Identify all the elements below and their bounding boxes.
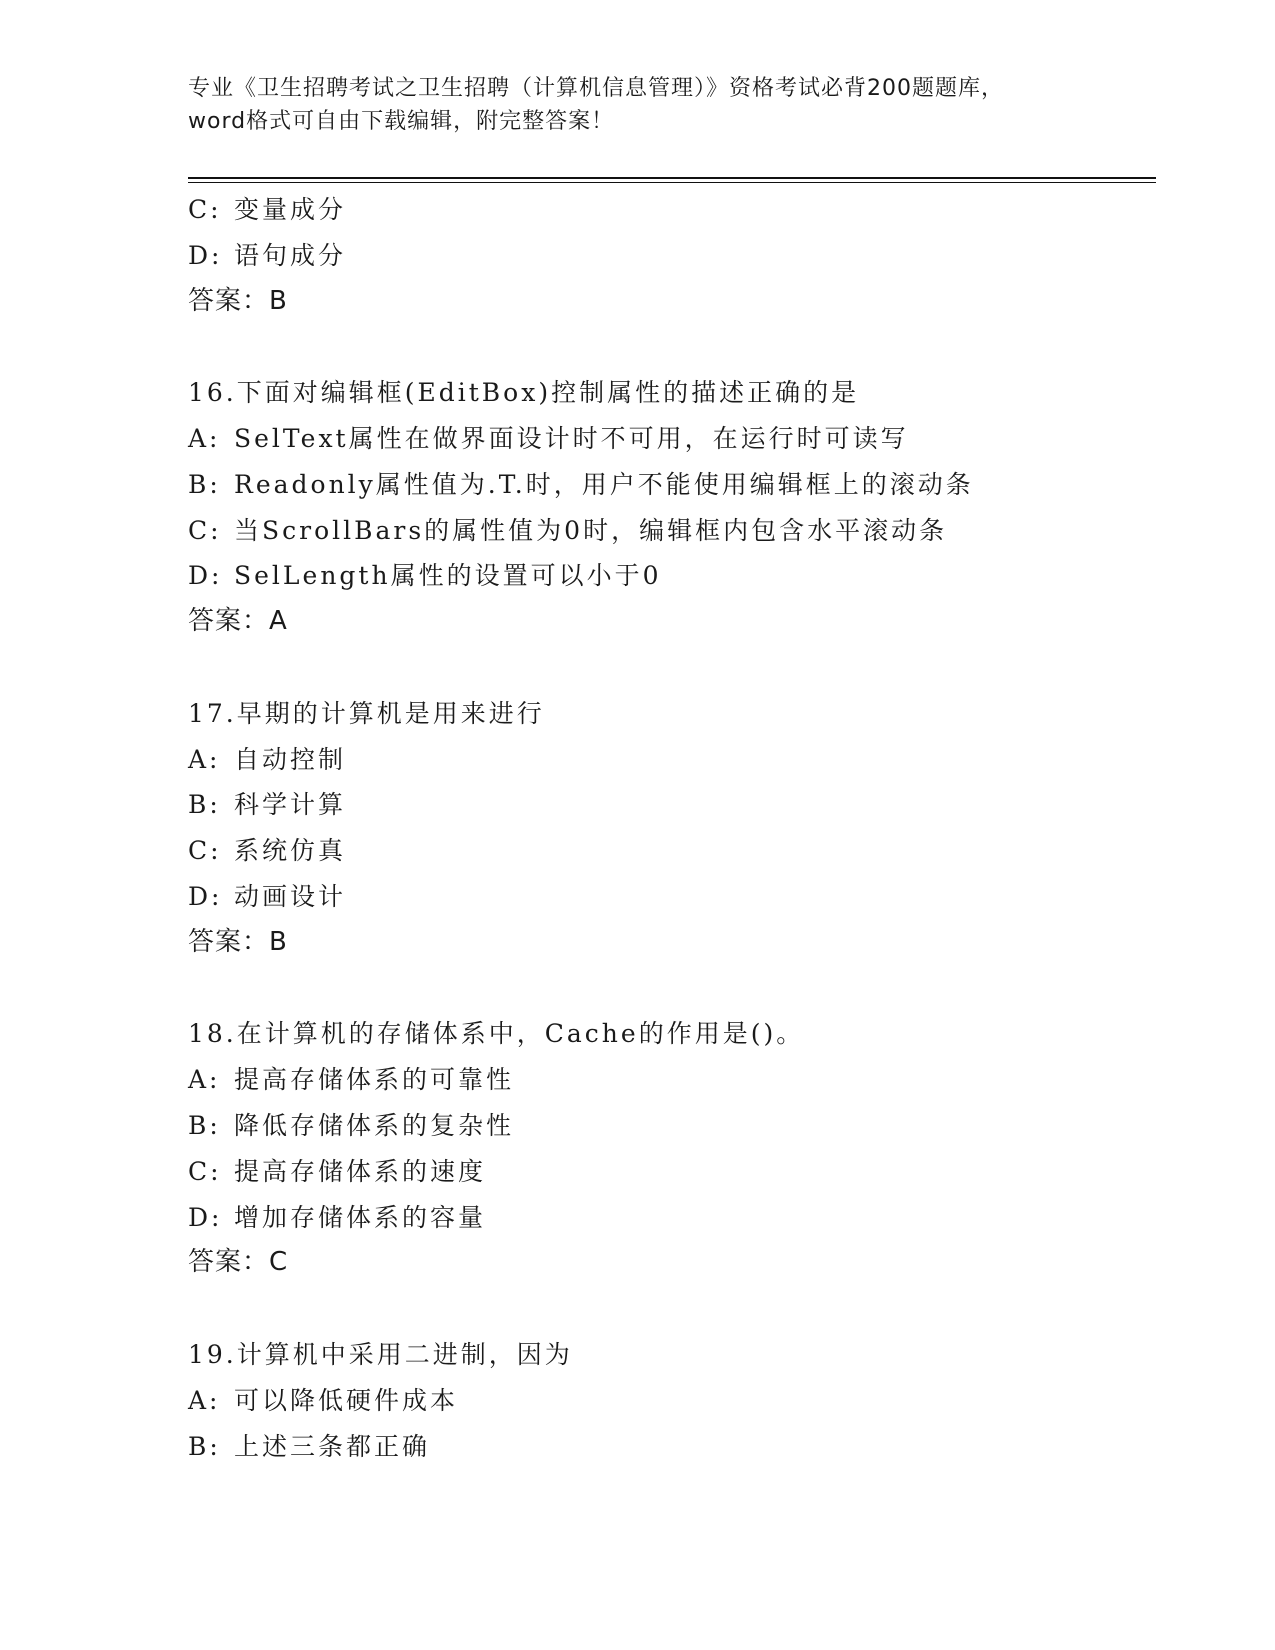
option-letter: D: xyxy=(188,1202,223,1232)
option-text: 增加存储体系的容量 xyxy=(234,1202,487,1232)
option-text: 提高存储体系的可靠性 xyxy=(234,1065,515,1095)
option-row xyxy=(188,462,1148,508)
option-row xyxy=(188,416,1148,462)
option-text: SelText属性在做界面设计时不可用，在运行时可读写 xyxy=(234,423,909,453)
question-stem: 17.早期的计算机是用来进行 xyxy=(188,698,545,728)
option-letter: A: xyxy=(188,1065,221,1095)
option-row xyxy=(188,1195,1148,1241)
option-letter: B: xyxy=(188,1110,221,1140)
option-row xyxy=(188,553,1148,599)
option-text: 科学计算 xyxy=(234,790,347,820)
option-row xyxy=(188,874,1148,920)
option-letter: C: xyxy=(188,836,222,866)
option-text: 变量成分 xyxy=(234,195,347,224)
option-text: 当ScrollBars的属性值为0时，编辑框内包含水平滚动条 xyxy=(234,515,948,545)
option-letter: B: xyxy=(188,790,221,820)
option-text: 提高存储体系的速度 xyxy=(234,1156,487,1186)
option-letter: A: xyxy=(188,423,221,453)
question-stem: 18.在计算机的存储体系中，Cache的作用是()。 xyxy=(188,1019,805,1049)
option-row xyxy=(188,782,1148,828)
header-divider-thin xyxy=(188,182,1156,183)
question-partial xyxy=(188,187,1148,324)
header-title-line-2: word格式可自由下载编辑，附完整答案！ xyxy=(188,109,615,134)
option-row xyxy=(188,1057,1148,1103)
option-letter: C: xyxy=(188,515,222,545)
document-header xyxy=(188,72,1088,138)
option-letter: D: xyxy=(188,561,223,591)
option-text: 自动控制 xyxy=(234,744,347,774)
option-text: 语句成分 xyxy=(234,240,347,270)
option-text: 上述三条都正确 xyxy=(234,1431,431,1461)
question-stem: 19.计算机中采用二进制，因为 xyxy=(188,1339,573,1369)
option-row xyxy=(188,737,1148,783)
option-text: 系统仿真 xyxy=(234,836,347,866)
option-letter: A: xyxy=(188,744,221,774)
question-list xyxy=(188,187,1148,1469)
option-text: Readonly属性值为.T.时，用户不能使用编辑框上的滚动条 xyxy=(234,469,974,499)
question-19 xyxy=(188,1332,1148,1469)
option-text: 动画设计 xyxy=(234,881,347,911)
answer-line: 答案：A xyxy=(188,606,288,637)
option-letter: C: xyxy=(188,195,222,224)
option-letter: A: xyxy=(188,1385,221,1415)
option-letter: B: xyxy=(188,469,221,499)
option-row xyxy=(188,1149,1148,1195)
option-row xyxy=(188,1103,1148,1149)
option-letter: C: xyxy=(188,1156,222,1186)
option-row xyxy=(188,828,1148,874)
header-title-line-1: 专业《卫生招聘考试之卫生招聘（计算机信息管理）》资格考试必背200题题库， xyxy=(188,76,1004,101)
option-letter: D: xyxy=(188,240,223,270)
option-text: 降低存储体系的复杂性 xyxy=(234,1110,515,1140)
header-divider-thick xyxy=(188,177,1156,179)
option-letter: B: xyxy=(188,1431,221,1461)
answer-line: 答案：B xyxy=(188,926,288,957)
answer-line: 答案：C xyxy=(188,1247,289,1278)
option-text: SelLength属性的设置可以小于0 xyxy=(234,561,662,591)
option-row xyxy=(188,233,1148,279)
option-row xyxy=(188,508,1148,554)
option-row xyxy=(188,1424,1148,1470)
option-letter: D: xyxy=(188,881,223,911)
option-row xyxy=(188,187,1148,233)
question-16 xyxy=(188,370,1148,645)
option-row xyxy=(188,1378,1148,1424)
question-stem: 16.下面对编辑框(EditBox)控制属性的描述正确的是 xyxy=(188,378,860,408)
option-text: 可以降低硬件成本 xyxy=(234,1385,459,1415)
answer-line: 答案：B xyxy=(188,285,288,316)
question-17 xyxy=(188,691,1148,966)
question-18 xyxy=(188,1011,1148,1286)
